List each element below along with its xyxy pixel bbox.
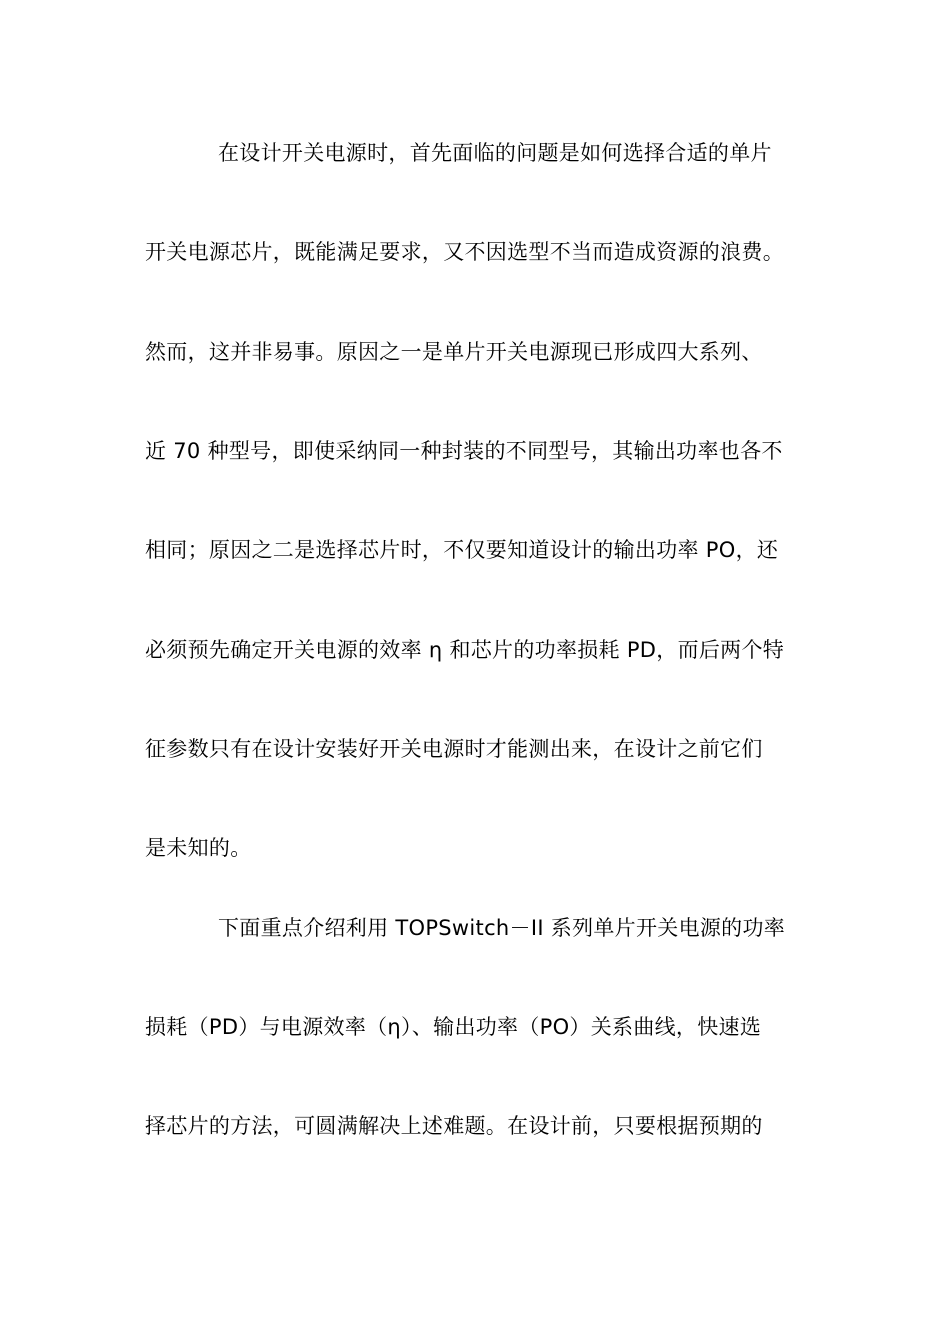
- text-line: 相同；原因之二是选择芯片时，不仅要知道设计的输出功率 PO，还: [145, 538, 779, 562]
- text-line: 择芯片的方法，可圆满解决上述难题。在设计前，只要根据预期的: [145, 1114, 763, 1138]
- text-line: 征参数只有在设计安装好开关电源时才能测出来，在设计之前它们: [145, 737, 763, 761]
- text-line: 是未知的。: [145, 836, 252, 860]
- text-line: 在设计开关电源时，首先面临的问题是如何选择合适的单片: [218, 141, 772, 165]
- text-line: 必须预先确定开关电源的效率 η 和芯片的功率损耗 PD，而后两个特: [145, 638, 785, 662]
- text-line: 开关电源芯片，既能满足要求，又不因选型不当而造成资源的浪费。: [145, 240, 784, 264]
- text-line: 下面重点介绍利用 TOPSwitch－II 系列单片开关电源的功率: [218, 916, 786, 940]
- text-line: 然而，这并非易事。原因之一是单片开关电源现已形成四大系列、: [145, 340, 763, 364]
- text-line: 近 70 种型号，即使采纳同一种封装的不同型号，其输出功率也各不: [145, 439, 783, 463]
- text-line: 损耗（PD）与电源效率（η）、输出功率（PO）关系曲线，快速选: [145, 1015, 762, 1039]
